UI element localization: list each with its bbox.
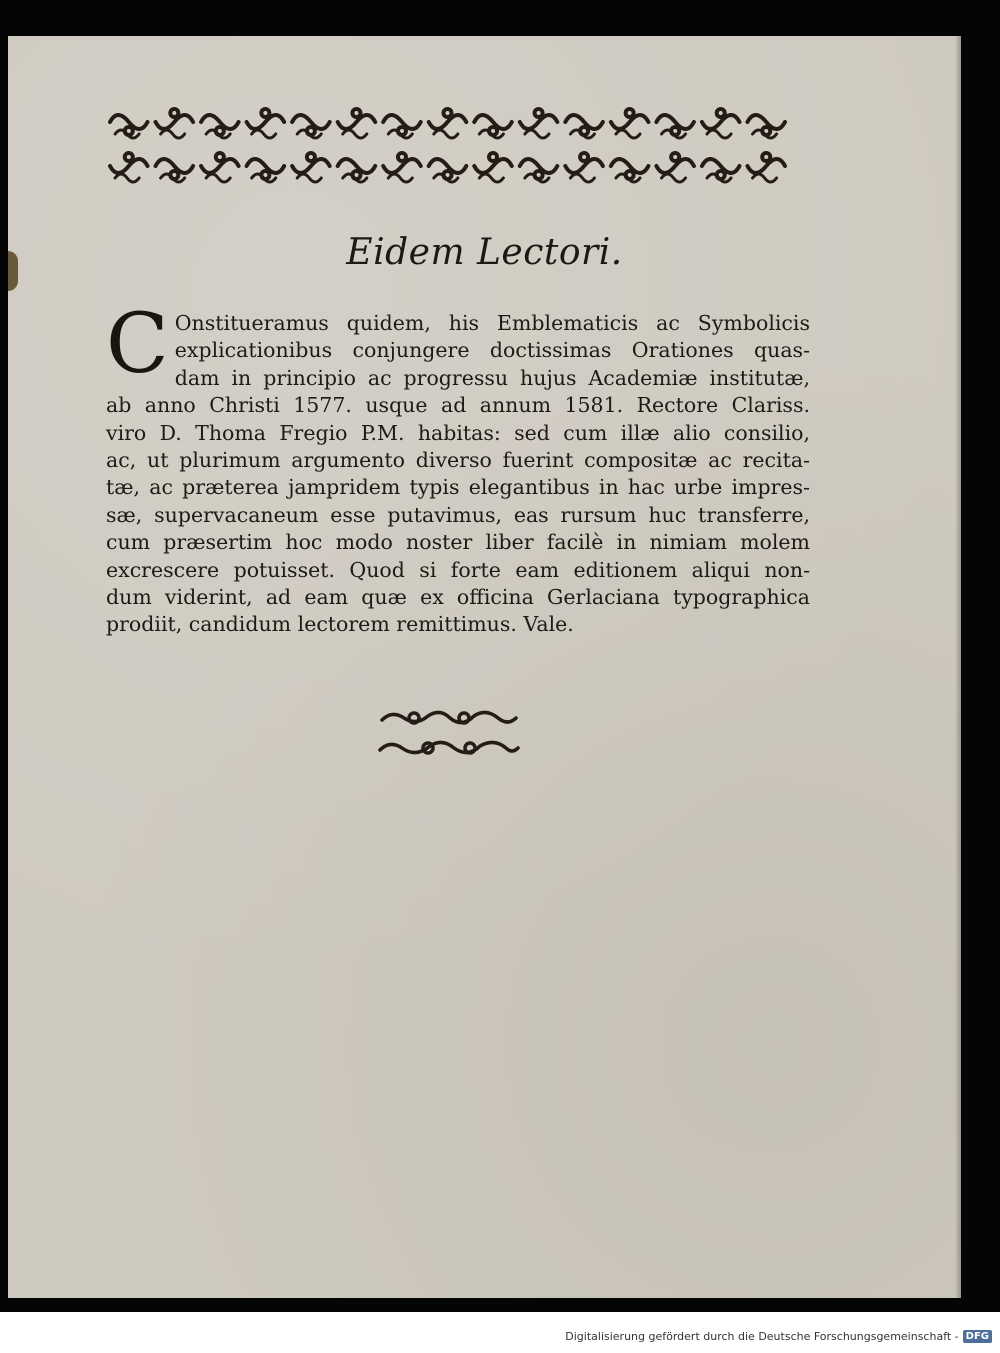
text-line: ab anno Christi 1577. usque ad annum 1581. Rectore Clariss.	[106, 393, 810, 418]
text-line: dam in principio ac progressu hujus Academiæ institutæ,	[174, 365, 810, 390]
text-line: tæ, ac præterea jampridem typis elegantibus in hac urbe impres-	[106, 475, 810, 500]
text-line: cum præsertim hoc modo noster liber facilè in nimiam molem	[106, 530, 810, 555]
page-edge	[955, 36, 961, 1298]
drop-cap: C	[106, 297, 169, 392]
ornament-tailpiece	[372, 704, 522, 766]
text-line: Onstitueramus quidem, his Emblematicis ac Symbolicis	[174, 311, 810, 335]
text-line: sæ, supervacaneum esse putavimus, eas rursum huc transferre,	[106, 502, 810, 527]
page-heading: Eidem Lectori.	[346, 232, 623, 273]
ornament-band-top	[106, 100, 789, 190]
text-line: dum viderint, ad eam quæ ex officina Gerlaciana typographica	[106, 585, 810, 610]
text-line: ac, ut plurimum argumento diverso fuerint compositæ ac recita-	[106, 448, 810, 473]
dfg-logo-icon: DFG	[963, 1330, 992, 1343]
text-line: excrescere potuisset. Quod si forte eam editionem aliqui non-	[106, 557, 810, 582]
body-text	[106, 297, 810, 639]
digitization-footer	[565, 1330, 992, 1343]
text-line: viro D. Thoma Fregio P.M. habitas: sed cum illæ alio consilio,	[106, 420, 810, 445]
footer-text: Digitalisierung gefördert durch die Deutsche Forschungsgemeinschaft -	[565, 1330, 959, 1343]
text-line: explicationibus conjungere doctissimas Orationes quas-	[174, 338, 810, 363]
text-line: prodiit, candidum lectorem remittimus. Vale.	[106, 612, 574, 637]
book-page	[8, 36, 961, 1298]
